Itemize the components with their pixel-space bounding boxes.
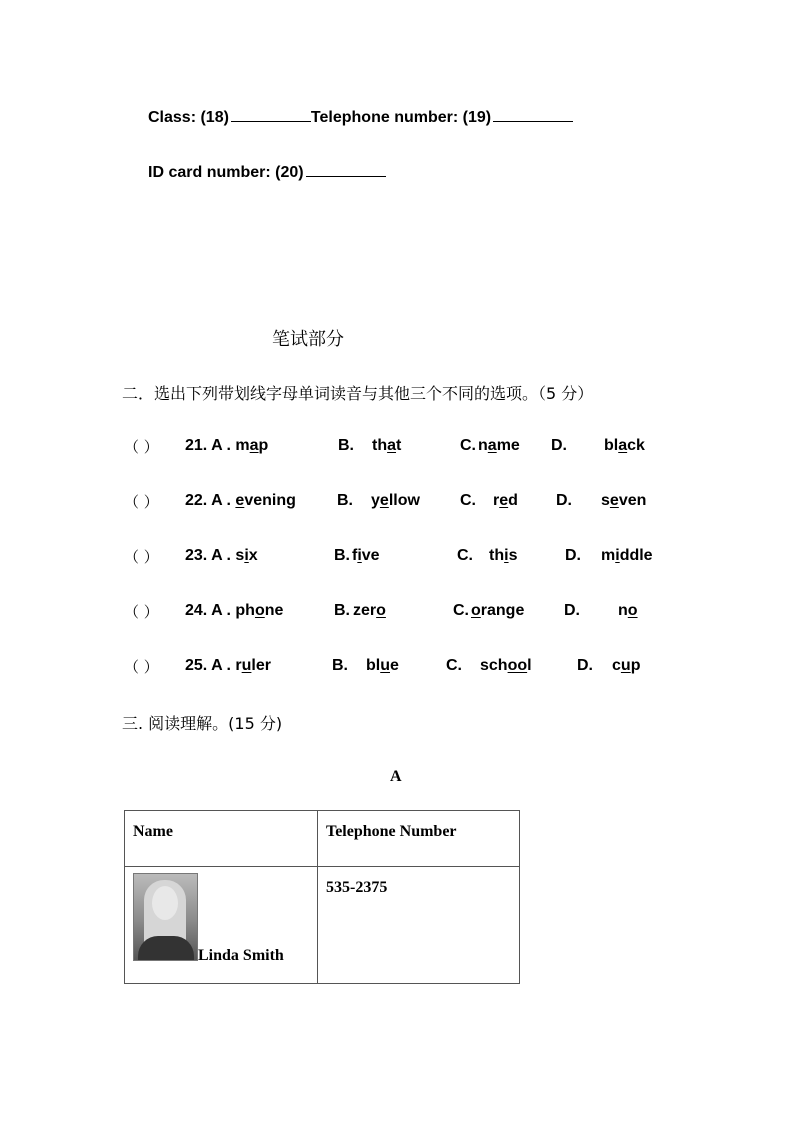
class-blank[interactable] xyxy=(231,107,311,122)
word-part: th xyxy=(489,547,505,564)
person-photo xyxy=(133,873,198,961)
answer-parenthesis[interactable]: （ ） xyxy=(124,548,159,566)
underlined-letters: i xyxy=(615,547,620,564)
option-c-label xyxy=(446,657,462,675)
word-part: bl xyxy=(604,437,619,454)
word-part: vening xyxy=(244,492,296,509)
answer-parenthesis[interactable]: （ ） xyxy=(124,658,159,676)
option-d-label xyxy=(565,547,581,565)
underlined-letters: i xyxy=(504,547,509,564)
word-part: th xyxy=(372,437,388,454)
word-part: e xyxy=(390,657,399,674)
word-part: zer xyxy=(353,602,377,619)
option-d-label xyxy=(551,437,567,455)
option-b-word xyxy=(372,437,401,455)
word-part: ck xyxy=(627,437,645,454)
option-label: B. xyxy=(334,547,350,564)
person-name: Linda Smith xyxy=(198,947,284,964)
question-number: 21. A . xyxy=(185,437,231,454)
option-b-word xyxy=(353,602,386,620)
question-number: 22. A . xyxy=(185,492,231,509)
word-part: llow xyxy=(388,492,420,509)
header-name-cell xyxy=(125,811,318,867)
option-a xyxy=(185,547,258,565)
header-phone: Telephone Number xyxy=(326,823,457,840)
answer-parenthesis[interactable]: （ ） xyxy=(124,438,159,456)
option-d-label xyxy=(564,602,580,620)
underlined-letters: o xyxy=(254,602,265,619)
option-c-word xyxy=(471,602,524,620)
word-part: c xyxy=(612,657,621,674)
option-a xyxy=(185,657,271,675)
option-b-label xyxy=(334,602,350,620)
word-part: s xyxy=(235,547,245,564)
word-part: me xyxy=(496,437,520,454)
section2-heading: 二．选出下列带划线字母单词读音与其他三个不同的选项。（5 分） xyxy=(122,384,594,403)
option-d-word xyxy=(601,547,653,565)
option-c-word xyxy=(478,437,520,455)
option-label: C. xyxy=(460,437,476,454)
word-part: ler xyxy=(251,657,271,674)
class-line xyxy=(148,107,573,127)
id-blank[interactable] xyxy=(306,162,386,177)
option-c-label xyxy=(453,602,469,620)
underlined-letters: o xyxy=(376,602,386,619)
word-part: y xyxy=(371,492,380,509)
word-part: d xyxy=(508,492,518,509)
option-a xyxy=(185,437,268,455)
option-b-label xyxy=(338,437,354,455)
option-c-word xyxy=(493,492,518,510)
option-label: C. xyxy=(453,602,469,619)
option-label: D. xyxy=(556,492,572,509)
id-label: ID card number: (20) xyxy=(148,164,304,181)
underlined-letters: i xyxy=(244,547,249,564)
word-part: n xyxy=(618,602,628,619)
underlined-letters: e xyxy=(499,492,509,509)
section3-heading: 三. 阅读理解。(15 分) xyxy=(122,714,283,733)
option-label: D. xyxy=(577,657,593,674)
option-d-label xyxy=(556,492,572,510)
answer-parenthesis[interactable]: （ ） xyxy=(124,493,159,511)
word-part: ven xyxy=(618,492,647,509)
question-number: 23. A . xyxy=(185,547,231,564)
written-test-title: 笔试部分 xyxy=(272,329,344,350)
word-part: sch xyxy=(480,657,508,674)
option-c-word xyxy=(480,657,532,675)
underlined-letters: u xyxy=(620,657,631,674)
word-part: m xyxy=(235,437,250,454)
id-line xyxy=(148,162,386,182)
option-label: B. xyxy=(338,437,354,454)
question-number: 24. A . xyxy=(185,602,231,619)
underlined-letters: oo xyxy=(507,657,528,674)
word-part: t xyxy=(396,437,402,454)
header-phone-cell xyxy=(318,811,520,867)
option-label: C. xyxy=(446,657,462,674)
word-part: ne xyxy=(264,602,284,619)
word-part: r xyxy=(235,657,242,674)
underlined-letters: i xyxy=(357,547,362,564)
option-label: D. xyxy=(565,547,581,564)
underlined-letters: e xyxy=(379,492,389,509)
option-label: B. xyxy=(337,492,353,509)
underlined-letters: a xyxy=(249,437,259,454)
option-c-label xyxy=(460,492,476,510)
option-d-word xyxy=(604,437,645,455)
word-part: range xyxy=(480,602,525,619)
question-number: 25. A . xyxy=(185,657,231,674)
option-d-label xyxy=(577,657,593,675)
option-a xyxy=(185,602,283,620)
header-name: Name xyxy=(133,823,173,840)
option-d-word xyxy=(618,602,638,620)
word-part: ddle xyxy=(619,547,653,564)
option-b-label xyxy=(334,547,350,565)
option-b-word xyxy=(352,547,380,565)
word-part: m xyxy=(601,547,616,564)
option-label: C. xyxy=(457,547,473,564)
option-b-label xyxy=(337,492,353,510)
option-d-word xyxy=(601,492,646,510)
word-part: p xyxy=(258,437,269,454)
word-part: l xyxy=(527,657,532,674)
underlined-letters: o xyxy=(471,602,481,619)
option-label: B. xyxy=(334,602,350,619)
option-a xyxy=(185,492,296,510)
underlined-letters: e xyxy=(235,492,245,509)
option-b-word xyxy=(371,492,420,510)
option-c-label xyxy=(460,437,476,455)
passage-label: A xyxy=(390,768,402,785)
option-c-label xyxy=(457,547,473,565)
underlined-letters: a xyxy=(387,437,397,454)
underlined-letters: a xyxy=(618,437,628,454)
option-b-word xyxy=(366,657,399,675)
word-part: s xyxy=(508,547,518,564)
option-b-label xyxy=(332,657,348,675)
class-label: Class: (18) xyxy=(148,109,229,126)
word-part: x xyxy=(248,547,258,564)
person-phone: 535-2375 xyxy=(326,879,388,896)
phone-table xyxy=(124,810,520,984)
person-phone-cell xyxy=(318,867,520,984)
underlined-letters: o xyxy=(627,602,638,619)
option-label: D. xyxy=(551,437,567,454)
option-label: B. xyxy=(332,657,348,674)
word-part: f xyxy=(352,547,358,564)
underlined-letters: a xyxy=(487,437,497,454)
word-part: ve xyxy=(361,547,380,564)
telephone-blank[interactable] xyxy=(493,107,573,122)
word-part: p xyxy=(630,657,641,674)
person-cell xyxy=(125,867,318,984)
word-part: s xyxy=(601,492,610,509)
option-c-word xyxy=(489,547,517,565)
underlined-letters: e xyxy=(609,492,619,509)
option-d-word xyxy=(612,657,640,675)
telephone-label: Telephone number: (19) xyxy=(310,109,492,126)
option-label: C. xyxy=(460,492,476,509)
answer-parenthesis[interactable]: （ ） xyxy=(124,603,159,621)
word-part: bl xyxy=(366,657,381,674)
underlined-letters: u xyxy=(380,657,390,674)
underlined-letters: u xyxy=(241,657,252,674)
option-label: D. xyxy=(564,602,580,619)
word-part: r xyxy=(493,492,500,509)
word-part: ph xyxy=(235,602,255,619)
word-part: n xyxy=(478,437,488,454)
